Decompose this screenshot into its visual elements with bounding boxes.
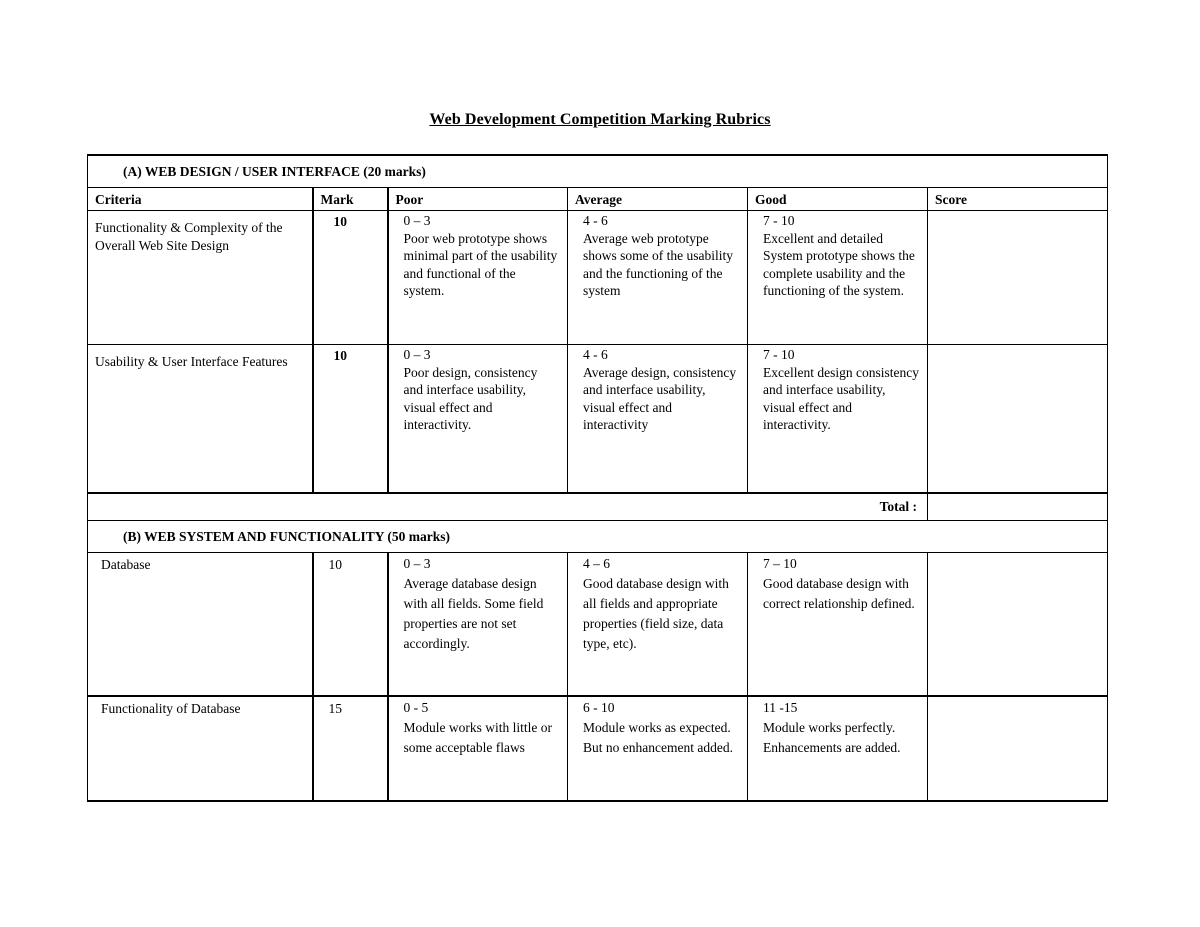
criteria-cell: Functionality & Complexity of the Overall Web Site Design	[88, 211, 313, 345]
section-a-heading-row	[88, 155, 1108, 188]
poor-range: 0 – 3	[403, 213, 431, 228]
score-cell[interactable]	[928, 553, 1108, 697]
poor-description: Module works with little or some acceptable flaws	[403, 720, 552, 755]
total-row	[88, 493, 1108, 521]
good-range: 11 -15	[763, 700, 798, 715]
mark-cell: 15	[313, 696, 388, 801]
score-cell[interactable]	[928, 696, 1108, 801]
average-range: 4 - 6	[583, 347, 608, 362]
good-range: 7 - 10	[763, 213, 795, 228]
section-b-heading: (B) WEB SYSTEM AND FUNCTIONALITY (50 marks)	[88, 521, 1108, 553]
table-row	[88, 553, 1108, 697]
good-cell	[748, 696, 928, 801]
score-cell[interactable]	[928, 345, 1108, 494]
good-range: 7 - 10	[763, 347, 795, 362]
poor-description: Average database design with all fields. Some field properties are not set accordingly.	[403, 576, 544, 651]
mark-cell: 10	[313, 553, 388, 697]
good-description: Excellent design consistency and interface usability, visual effect and interactivity.	[763, 364, 919, 432]
good-cell	[748, 211, 928, 345]
header-poor: Poor	[388, 188, 568, 211]
average-cell	[568, 553, 748, 697]
section-b-heading-row	[88, 521, 1108, 553]
mark-cell: 10	[313, 211, 388, 345]
rubric-table	[87, 154, 1108, 802]
poor-cell	[388, 553, 568, 697]
poor-description: Poor design, consistency and interface usability, visual effect and interactivity.	[403, 364, 538, 432]
poor-cell	[388, 345, 568, 494]
table-row	[88, 345, 1108, 494]
criteria-cell: Usability & User Interface Features	[88, 345, 313, 494]
poor-description: Poor web prototype shows minimal part of the usability and functional of the system.	[403, 230, 558, 298]
poor-cell	[388, 696, 568, 801]
good-description: Module works perfectly. Enhancements are added.	[763, 720, 901, 755]
total-score-cell[interactable]	[928, 493, 1108, 521]
header-mark: Mark	[313, 188, 388, 211]
header-criteria: Criteria	[88, 188, 313, 211]
good-cell	[748, 345, 928, 494]
section-a-heading: (A) WEB DESIGN / USER INTERFACE (20 marks)	[88, 155, 1108, 188]
table-row	[88, 696, 1108, 801]
good-description: Excellent and detailed System prototype shows the complete usability and the functioning of the system.	[763, 230, 915, 298]
good-description: Good database design with correct relationship defined.	[763, 576, 915, 611]
criteria-cell: Functionality of Database	[88, 696, 313, 801]
good-range: 7 – 10	[763, 556, 797, 571]
poor-range: 0 – 3	[403, 556, 431, 571]
poor-range: 0 – 3	[403, 347, 431, 362]
average-cell	[568, 696, 748, 801]
header-good: Good	[748, 188, 928, 211]
average-cell	[568, 211, 748, 345]
mark-cell: 10	[313, 345, 388, 494]
average-description: Module works as expected. But no enhancement added.	[583, 720, 733, 755]
average-description: Average web prototype shows some of the usability and the functioning of the system	[583, 230, 733, 298]
average-description: Average design, consistency and interface usability, visual effect and interactivity	[583, 364, 737, 432]
average-range: 4 – 6	[583, 556, 610, 571]
header-row	[88, 188, 1108, 211]
criteria-cell: Database	[88, 553, 313, 697]
table-row	[88, 211, 1108, 345]
header-average: Average	[568, 188, 748, 211]
score-cell[interactable]	[928, 211, 1108, 345]
page-title: Web Development Competition Marking Rubrics	[429, 111, 771, 128]
average-cell	[568, 345, 748, 494]
average-range: 4 - 6	[583, 213, 608, 228]
poor-range: 0 - 5	[403, 700, 429, 715]
poor-cell	[388, 211, 568, 345]
average-description: Good database design with all fields and appropriate properties (field size, data type, etc).	[583, 576, 729, 651]
total-label: Total :	[88, 493, 928, 521]
good-cell	[748, 553, 928, 697]
average-range: 6 - 10	[583, 700, 615, 715]
header-score: Score	[928, 188, 1108, 211]
